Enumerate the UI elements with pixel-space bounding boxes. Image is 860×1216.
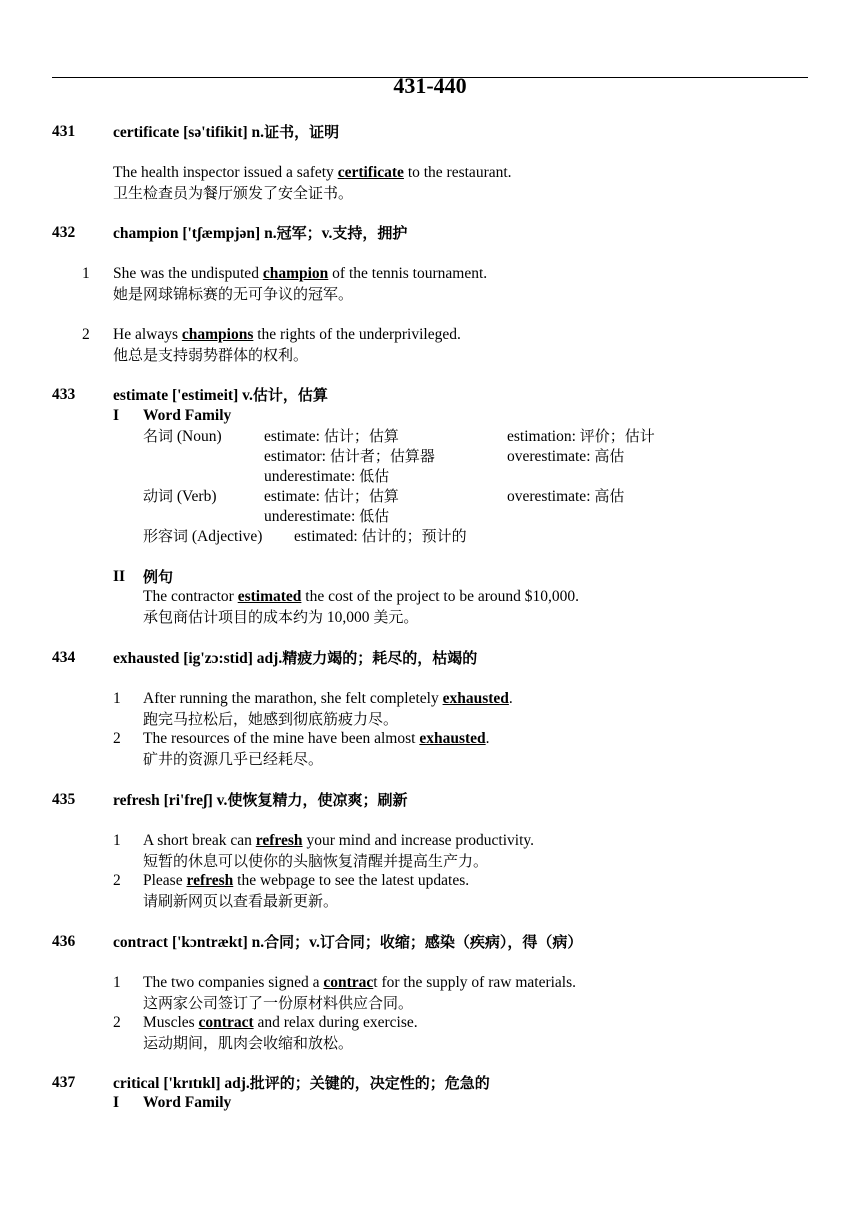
entry-number: 431 [52, 123, 76, 140]
example-translation: 他总是支持弱势群体的权利。 [113, 346, 309, 364]
section-heading: 例句 [143, 568, 174, 586]
entry-number: 432 [52, 224, 76, 241]
word-form: overestimate: 高估 [507, 487, 625, 505]
example-number: 2 [113, 1014, 121, 1031]
example-sentence: The two companies signed a contract for the supply of raw materials. [143, 974, 577, 991]
entry-headword: exhausted [ig'zɔ:stid] adj.精疲力竭的；耗尽的，枯竭的 [113, 649, 478, 667]
example-sentence: Please refresh the webpage to see the latest updates. [143, 872, 470, 889]
word-form: estimate: 估计；估算 [264, 487, 399, 505]
word-form: estimated: 估计的；预计的 [294, 527, 467, 545]
example-translation: 卫生检查员为餐厅颁发了安全证书。 [113, 184, 354, 202]
word-form: estimation: 评价；估计 [507, 427, 655, 445]
entry-headword: estimate ['estimeit] v.估计，估算 [113, 386, 328, 404]
example-sentence: The resources of the mine have been almost exhausted. [143, 730, 490, 747]
section-roman: I [113, 1094, 120, 1111]
word-form: overestimate: 高估 [507, 447, 625, 465]
example-number: 1 [113, 974, 121, 991]
section-heading: Word Family [143, 407, 232, 424]
example-number: 1 [113, 690, 121, 707]
entry-headword: certificate [sə'tifikit] n.证书，证明 [113, 123, 340, 141]
entry-number: 437 [52, 1074, 76, 1091]
entry-number: 435 [52, 791, 76, 808]
section-heading: Word Family [143, 1094, 232, 1111]
example-number: 1 [113, 832, 121, 849]
example-sentence: After running the marathon, she felt completely exhausted. [143, 690, 513, 707]
example-sentence: A short break can refresh your mind and increase productivity. [143, 832, 534, 849]
page-title: 431-440 [393, 73, 467, 98]
entry-headword: contract ['kɔntrækt] n.合同；v.订合同；收缩；感染（疾病），得（病） [113, 933, 583, 951]
word-form: underestimate: 低估 [264, 507, 390, 525]
example-sentence: The health inspector issued a safety certificate to the restaurant. [113, 164, 512, 181]
example-translation: 跑完马拉松后，她感到彻底筋疲力尽。 [143, 710, 399, 728]
example-number: 1 [82, 265, 90, 282]
example-translation: 承包商估计项目的成本约为 10,000 美元。 [143, 608, 419, 626]
example-translation: 她是网球锦标赛的无可争议的冠军。 [113, 285, 354, 303]
example-number: 2 [113, 730, 121, 747]
pos-label: 形容词 (Adjective) [143, 527, 263, 545]
entry-headword: refresh [ri'freʃ] v.使恢复精力，使凉爽；刷新 [113, 791, 408, 809]
example-translation: 这两家公司签订了一份原材料供应合同。 [143, 994, 414, 1012]
entry-number: 433 [52, 386, 76, 403]
entry-number: 434 [52, 649, 76, 666]
pos-label: 名词 (Noun) [143, 427, 222, 445]
example-translation: 请刷新网页以查看最新更新。 [143, 892, 339, 910]
example-translation: 短暂的休息可以使你的头脑恢复清醒并提高生产力。 [143, 852, 489, 870]
example-sentence: The contractor estimated the cost of the project to be around $10,000. [143, 588, 580, 605]
entry-headword: champion ['tʃæmpjən] n.冠军；v.支持，拥护 [113, 224, 408, 242]
pos-label: 动词 (Verb) [143, 487, 217, 505]
example-sentence: She was the undisputed champion of the tennis tournament. [113, 265, 488, 282]
example-sentence: He always champions the rights of the underprivileged. [113, 326, 461, 343]
section-roman: II [113, 568, 126, 585]
example-number: 2 [82, 326, 90, 343]
word-form: underestimate: 低估 [264, 467, 390, 485]
example-number: 2 [113, 872, 121, 889]
example-sentence: Muscles contract and relax during exercise. [143, 1014, 418, 1031]
section-roman: I [113, 407, 120, 424]
entry-number: 436 [52, 933, 76, 950]
example-translation: 矿井的资源几乎已经耗尽。 [143, 750, 324, 768]
example-translation: 运动期间，肌肉会收缩和放松。 [143, 1034, 354, 1052]
entry-headword: critical ['krɪtɪkl] adj.批评的；关键的，决定性的；危急的 [113, 1074, 490, 1092]
word-form: estimate: 估计；估算 [264, 427, 399, 445]
word-form: estimator: 估计者；估算器 [264, 447, 435, 465]
